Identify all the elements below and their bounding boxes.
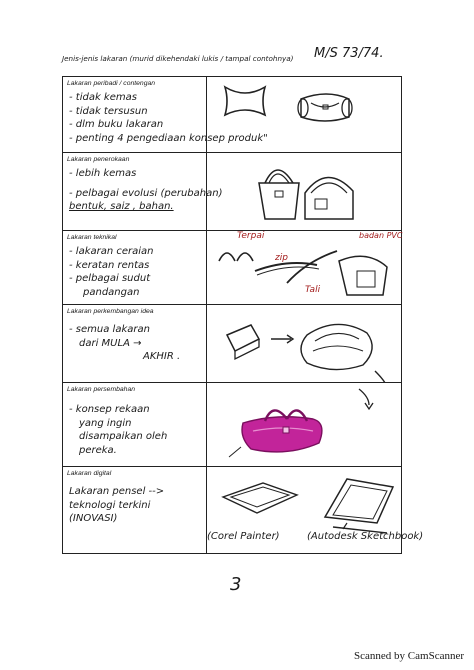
row-presentation-sketch bbox=[63, 383, 401, 467]
note-line: teknologi terkini bbox=[69, 499, 151, 511]
row-text-cell bbox=[63, 467, 207, 553]
row-sketch-cell bbox=[207, 77, 403, 152]
note-line: yang ingin bbox=[79, 417, 132, 429]
page-number: 3 bbox=[230, 574, 242, 595]
page-header bbox=[62, 46, 402, 68]
row-title: Lakaran digital bbox=[67, 470, 112, 477]
note-line: Lakaran pensel --> bbox=[69, 486, 165, 497]
row-exploration-sketch bbox=[63, 153, 401, 231]
note-line: dari MULA → bbox=[79, 337, 142, 349]
row-sketch-cell bbox=[207, 467, 424, 553]
row-sketch-cell bbox=[207, 305, 403, 382]
sketch-types-table bbox=[62, 76, 424, 554]
note-line: pereka. bbox=[79, 444, 117, 456]
note-line: disampaikan oleh bbox=[79, 431, 168, 442]
scanner-watermark: Scanned by CamScanner bbox=[354, 650, 464, 662]
row-title: Lakaran perkembangan idea bbox=[67, 308, 154, 315]
row-text-cell bbox=[63, 153, 223, 230]
software-label: (Corel Painter) bbox=[207, 531, 280, 542]
note-line: - keratan rentas bbox=[69, 259, 150, 271]
note-line: - penting 4 pengediaan konsep produk" bbox=[69, 132, 268, 144]
note-line: - lebih kemas bbox=[69, 168, 137, 179]
row-title: Lakaran peribadi / contengan bbox=[67, 80, 156, 87]
row-notes bbox=[69, 319, 180, 364]
row-notes bbox=[69, 481, 164, 526]
doodle-bag-sketch bbox=[207, 77, 403, 153]
row-sketch-cell bbox=[207, 153, 403, 230]
row-title: Lakaran teknikal bbox=[67, 234, 117, 241]
row-text-cell bbox=[63, 77, 268, 152]
exploration-bag-sketch bbox=[207, 153, 403, 231]
note-line: - tidak kemas bbox=[69, 92, 137, 103]
row-technical-sketch bbox=[63, 231, 401, 305]
row-notes bbox=[69, 245, 154, 299]
row-sketch-cell bbox=[207, 231, 403, 304]
header-instruction: Jenis-jenis lakaran (murid dikehendaki lukis / tampal contohnya) bbox=[62, 54, 294, 63]
row-sketch-cell bbox=[207, 383, 403, 466]
row-text-cell bbox=[63, 305, 207, 382]
row-idea-development-sketch bbox=[63, 305, 401, 383]
note-line: - pelbagai sudut bbox=[69, 273, 151, 284]
row-personal-sketch bbox=[63, 77, 401, 153]
row-text-cell bbox=[63, 231, 207, 304]
row-notes bbox=[69, 167, 222, 214]
note-line: - semua lakaran bbox=[69, 324, 150, 335]
row-notes bbox=[69, 397, 167, 457]
note-line: - pelbagai evolusi (perubahan) bbox=[69, 187, 223, 199]
note-line: - lakaran ceraian bbox=[69, 246, 154, 257]
note-line: - tidak tersusun bbox=[69, 105, 148, 117]
note-line: bentuk, saiz , bahan. bbox=[69, 201, 174, 212]
part-label: badan PVC bbox=[359, 231, 403, 240]
note-line: - dlm buku lakaran bbox=[69, 119, 164, 130]
row-title: Lakaran persembahan bbox=[67, 386, 136, 393]
header-page-ref: M/S 73/74. bbox=[314, 46, 384, 61]
row-text-cell bbox=[63, 383, 207, 466]
row-title: Lakaran penerokaan bbox=[67, 156, 130, 163]
presentation-bag-illustration bbox=[207, 383, 403, 467]
note-line: (INOVASI) bbox=[69, 513, 118, 524]
part-label: Terpai bbox=[237, 231, 265, 241]
part-label: zip bbox=[275, 253, 288, 263]
row-digital-sketch bbox=[63, 467, 424, 553]
note-line: - konsep rekaan bbox=[69, 404, 150, 415]
note-line: pandangan bbox=[83, 286, 140, 298]
note-line: AKHIR . bbox=[143, 351, 181, 362]
software-label: (Autodesk Sketchbook) bbox=[307, 531, 424, 542]
idea-development-sketch bbox=[207, 305, 403, 383]
part-label: Tali bbox=[305, 285, 321, 295]
